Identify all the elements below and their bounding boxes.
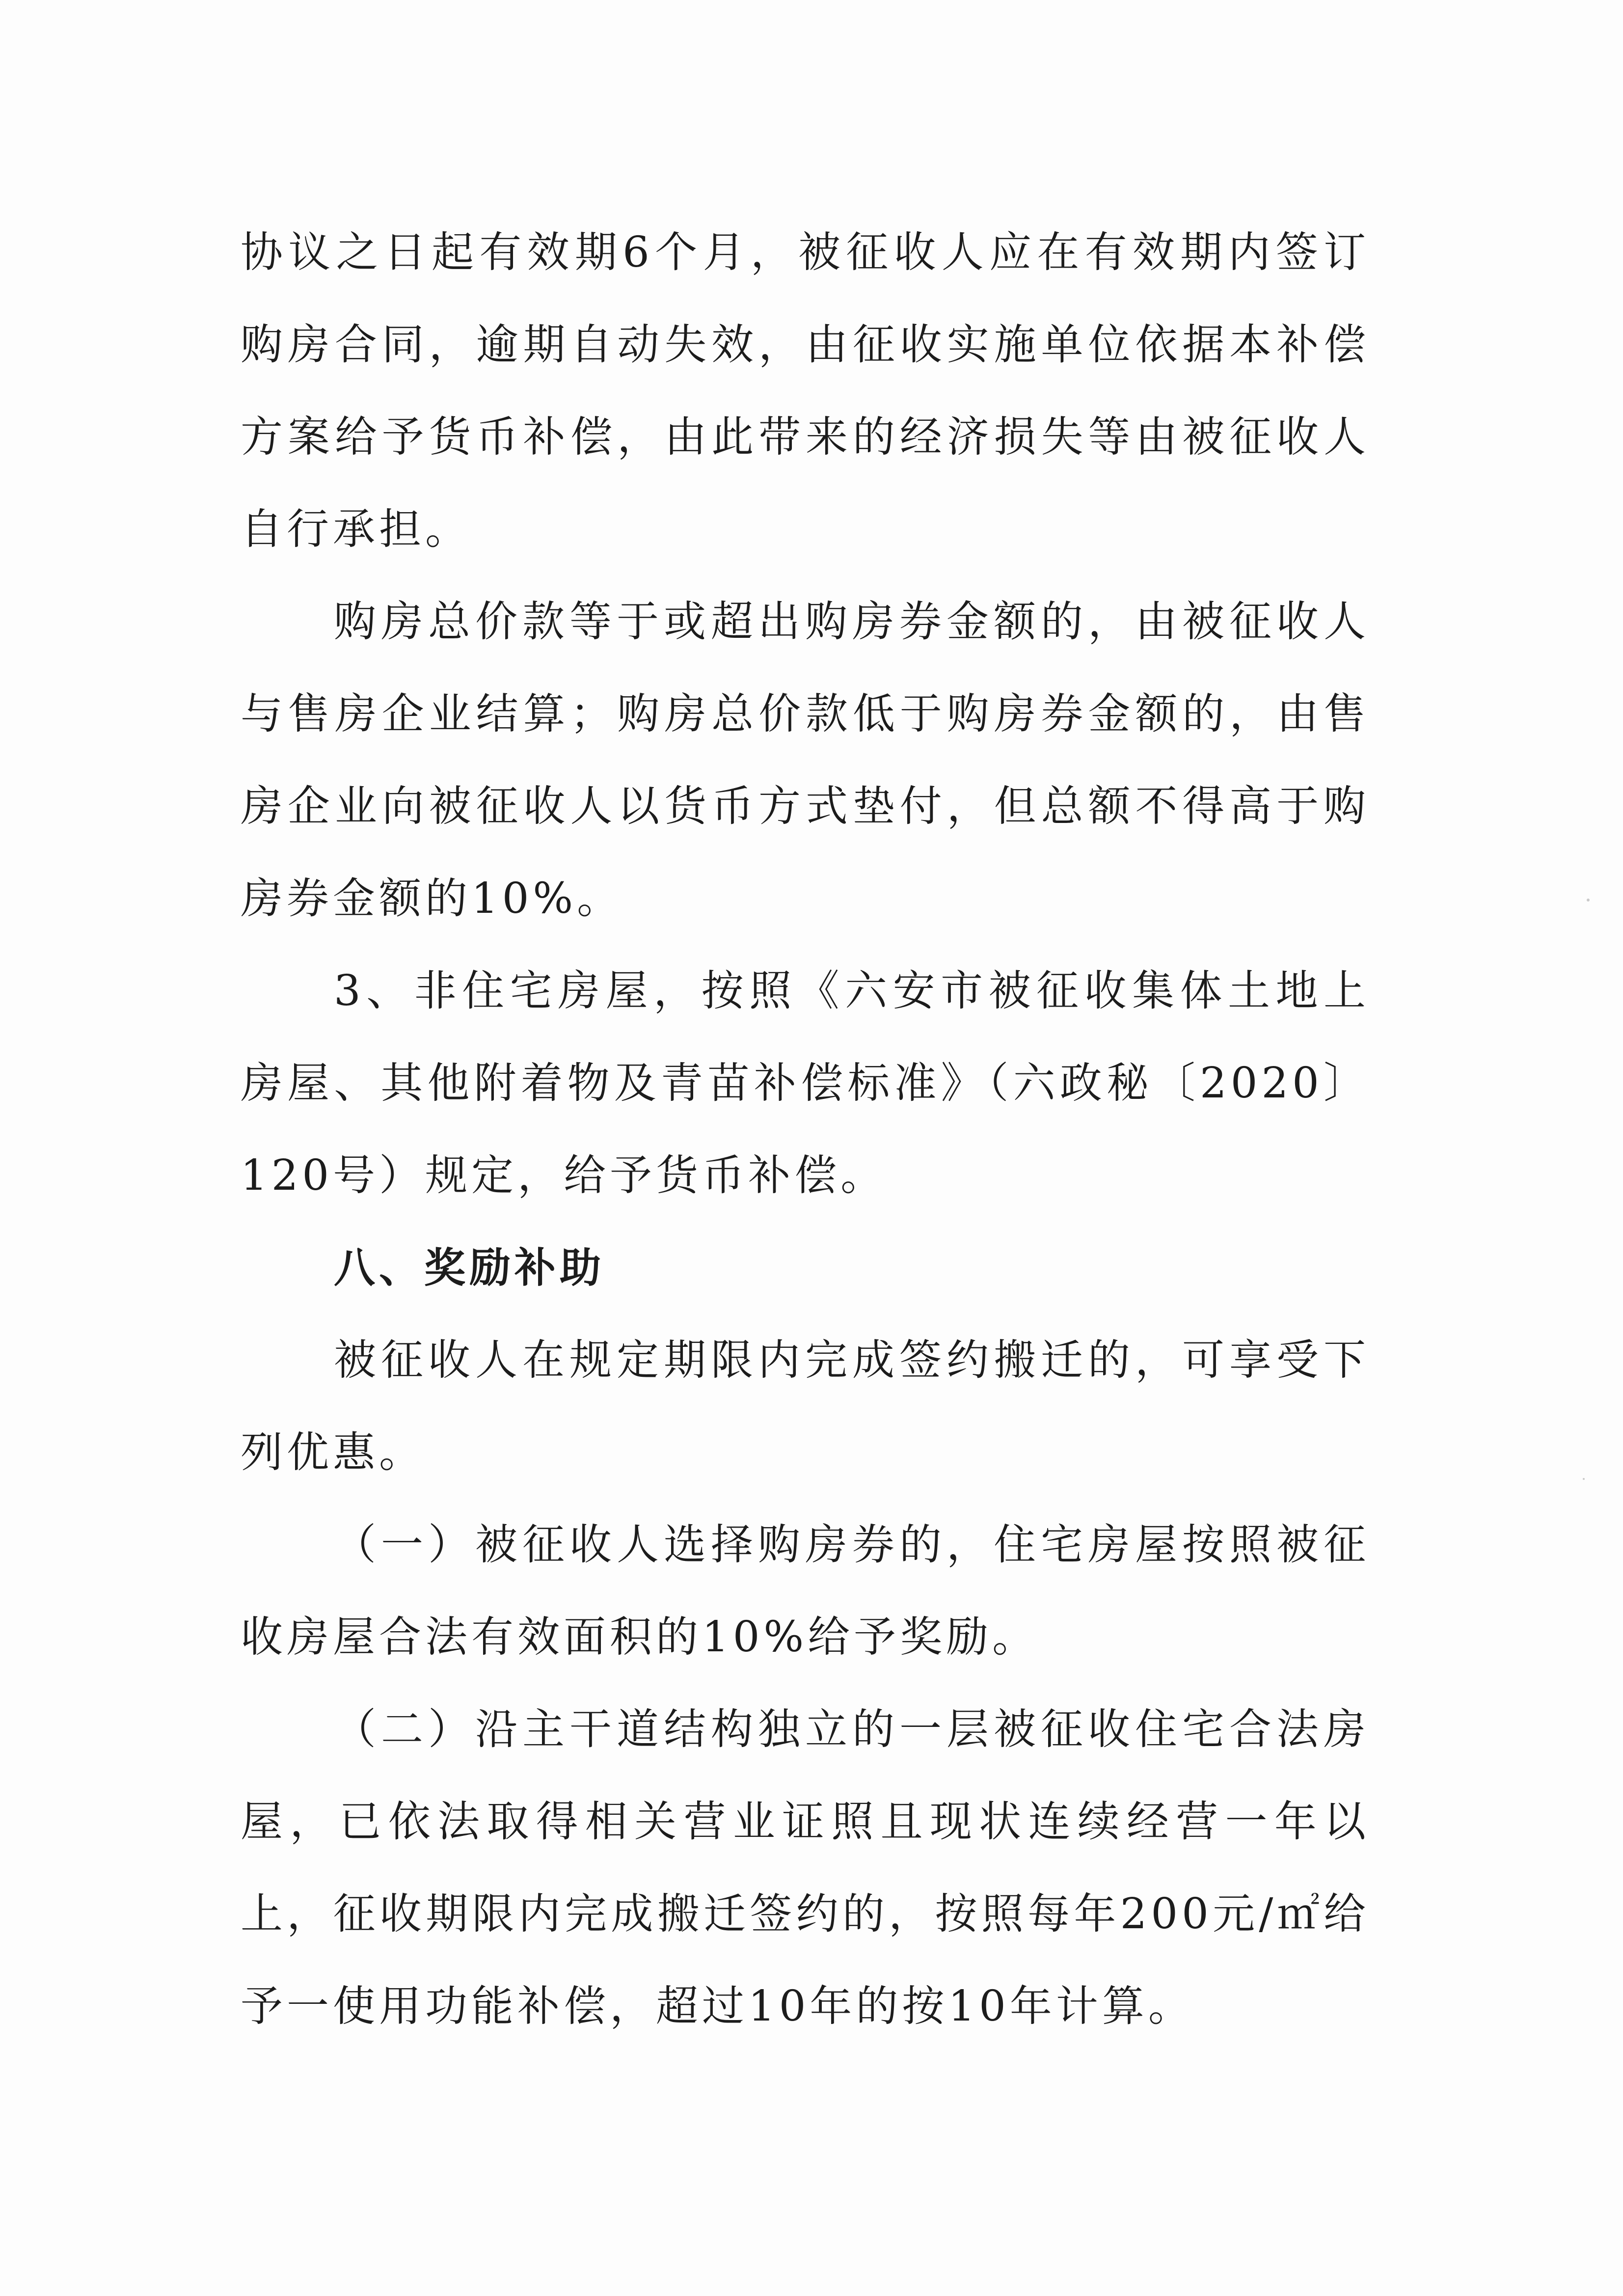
- document-body: [241, 206, 1370, 2052]
- paragraph-reward-intro: 被征收人在规定期限内完成签约搬迁的，可享受下列优惠。: [241, 1336, 1370, 1477]
- paragraph-payment-settlement: 购房总价款等于或超出购房券金额的，由被征收人与售房企业结算；购房总价款低于购房券金额的，由售房企业向被征收人以货币方式垫付，但总额不得高于购房券金额的10%。: [241, 597, 1370, 923]
- paragraph-continuation: 协议之日起有效期6个月，被征收人应在有效期内签订购房合同，逾期自动失效，由征收实施单位依据本补偿方案给予货币补偿，由此带来的经济损失等由被征收人自行承担。: [241, 228, 1370, 554]
- paragraph-non-residential: 3、非住宅房屋，按照《六安市被征收集体土地上房屋、其他附着物及青苗补偿标准》（六政秘〔2020〕120号）规定，给予货币补偿。: [241, 966, 1370, 1200]
- scan-speck: [1587, 899, 1590, 902]
- paragraph-reward-item-2: （二）沿主干道结构独立的一层被征收住宅合法房屋，已依法取得相关营业证照且现状连续经营一年以上，征收期限内完成搬迁签约的，按照每年200元/㎡给予一使用功能补偿，超过10年的按10年计算。: [241, 1705, 1370, 2031]
- scan-speck: [1583, 1478, 1585, 1480]
- section-heading-rewards: 八、奖励补助: [334, 1244, 605, 1292]
- paragraph-reward-item-1: （一）被征收人选择购房券的，住宅房屋按照被征收房屋合法有效面积的10%给予奖励。: [241, 1520, 1370, 1662]
